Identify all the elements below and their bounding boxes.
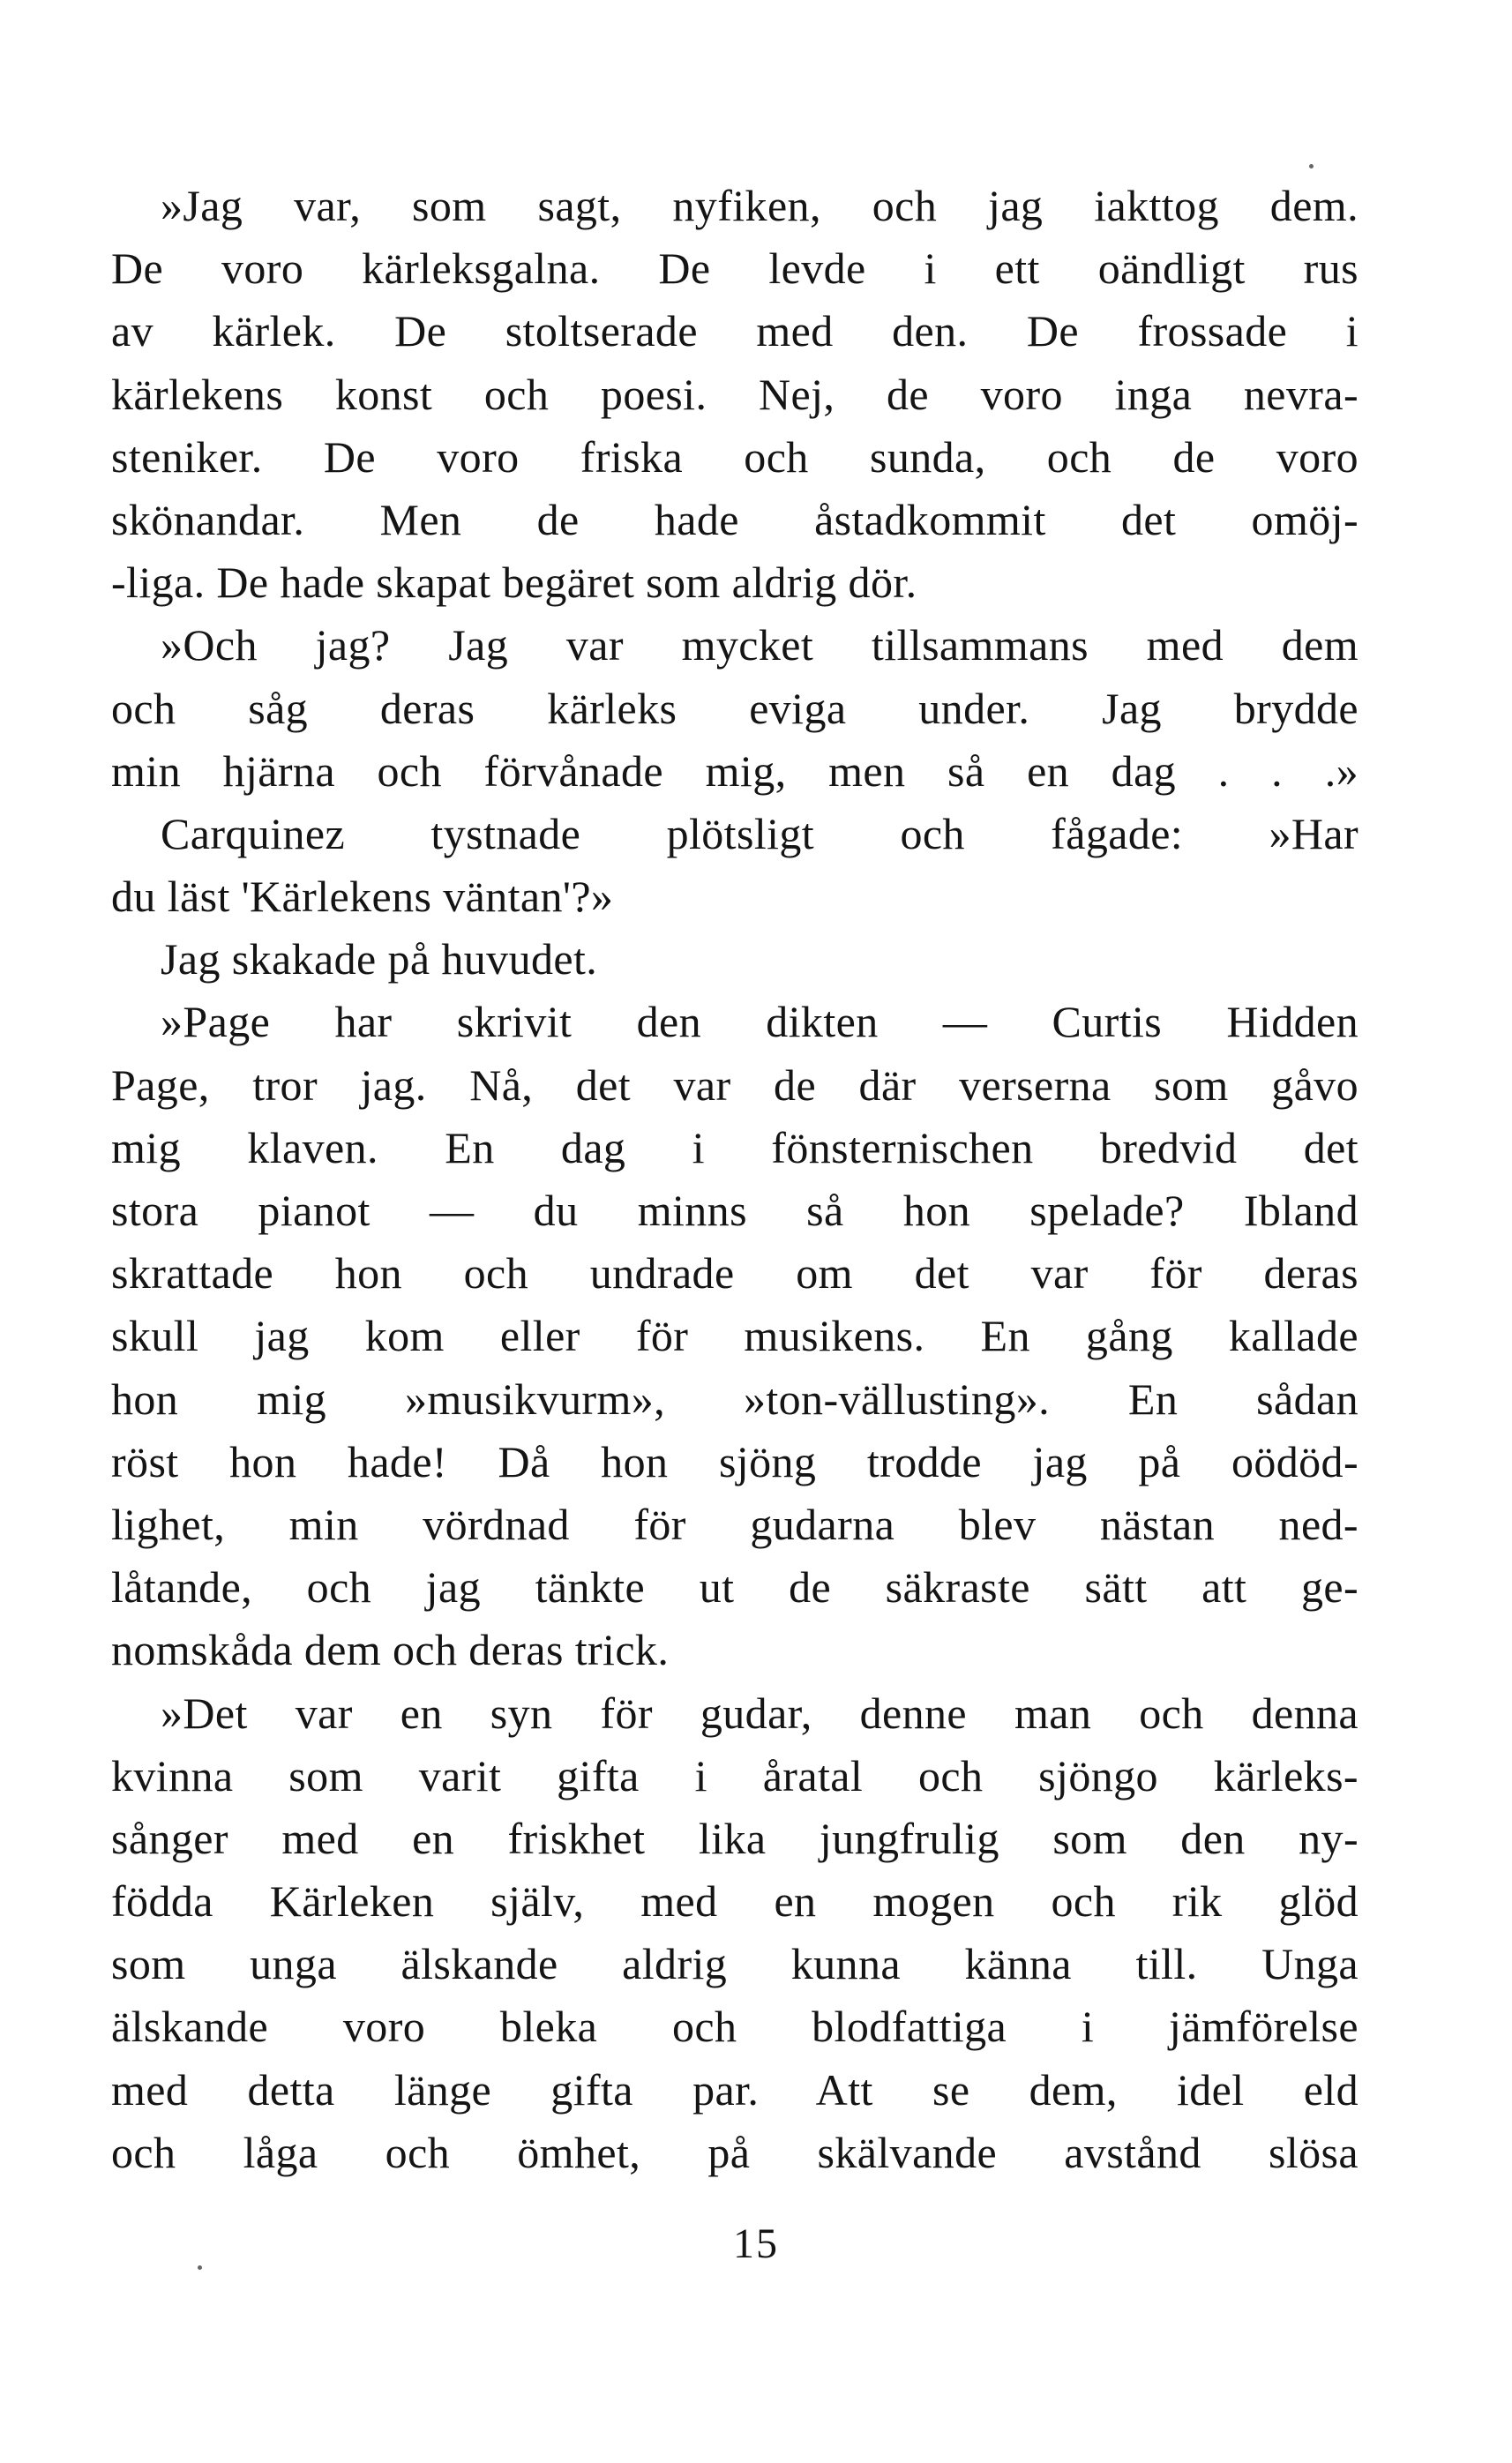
text-line: »Och jag? Jag var mycket tillsammans med dem <box>161 620 1359 670</box>
text-line: mig klaven. En dag i fönsternischen bredvid det <box>111 1122 1359 1172</box>
text-line: lighet, min vördnad för gudarna blev nästan ned- <box>111 1499 1359 1549</box>
text-line: »Det var en syn för gudar, denne man och denna <box>161 1688 1359 1738</box>
text-line: skönandar. Men de hade åstadkommit det omöj- <box>111 494 1359 544</box>
text-line: hon mig »musikvurm», »ton-vällusting». En sådan <box>111 1374 1359 1424</box>
text-line: och låga och ömhet, på skälvande avstånd slösa <box>111 2127 1359 2177</box>
text-line: med detta länge gifta par. Att se dem, idel eld <box>111 2064 1359 2115</box>
text-line: sånger med en friskhet lika jungfrulig som den ny- <box>111 1813 1359 1863</box>
text-line: Carquinez tystnade plötsligt och fågade: »Har <box>161 808 1359 858</box>
text-line: kärlekens konst och poesi. Nej, de voro inga nevra- <box>111 369 1359 419</box>
text-line: och såg deras kärleks eviga under. Jag brydde <box>111 683 1359 733</box>
text-line: Page, tror jag. Nå, det var de där verserna som gåvo <box>111 1059 1359 1110</box>
text-line: skrattade hon och undrade om det var för deras <box>111 1248 1359 1299</box>
text-line: födda Kärleken själv, med en mogen och rik glöd <box>111 1876 1359 1927</box>
text-line: som unga älskande aldrig kunna känna till. Unga <box>111 1939 1359 1989</box>
text-line: »Page har skrivit den dikten — Curtis Hidden <box>161 997 1359 1047</box>
text-line: skull jag kom eller för musikens. En gång kallade <box>111 1311 1359 1361</box>
text-line: Jag skakade på huvudet. <box>161 934 598 984</box>
text-line: »Jag var, som sagt, nyfiken, och jag iakttog dem. <box>161 181 1359 230</box>
text-line: min hjärna och förvånade mig, men så en dag . . .» <box>111 745 1359 796</box>
text-line: stora pianot — du minns så hon spelade? Ibland <box>111 1186 1359 1235</box>
text-line: -liga. De hade skapat begäret som aldrig dör. <box>111 558 917 608</box>
text-line: älskande voro bleka och blodfattiga i jämförelse <box>111 2002 1359 2052</box>
text-line: röst hon hade! Då hon sjöng trodde jag på oödöd- <box>111 1436 1359 1486</box>
text-line: nomskåda dem och deras trick. <box>111 1625 670 1675</box>
body-text <box>111 175 1359 2184</box>
text-line: av kärlek. De stoltserade med den. De frossade i <box>111 306 1359 356</box>
text-line: kvinna som varit gifta i åratal och sjöngo kärleks- <box>111 1750 1359 1800</box>
text-line: låtande, och jag tänkte ut de säkraste sätt att ge- <box>111 1562 1359 1613</box>
text-line: De voro kärleksgalna. De levde i ett oändligt rus <box>111 243 1359 294</box>
print-speck <box>1309 164 1314 168</box>
print-speck <box>198 2265 202 2270</box>
text-line: steniker. De voro friska och sunda, och de voro <box>111 431 1359 482</box>
page-number: 15 <box>733 2220 779 2267</box>
text-line: du läst 'Kärlekens väntan'?» <box>111 872 614 922</box>
